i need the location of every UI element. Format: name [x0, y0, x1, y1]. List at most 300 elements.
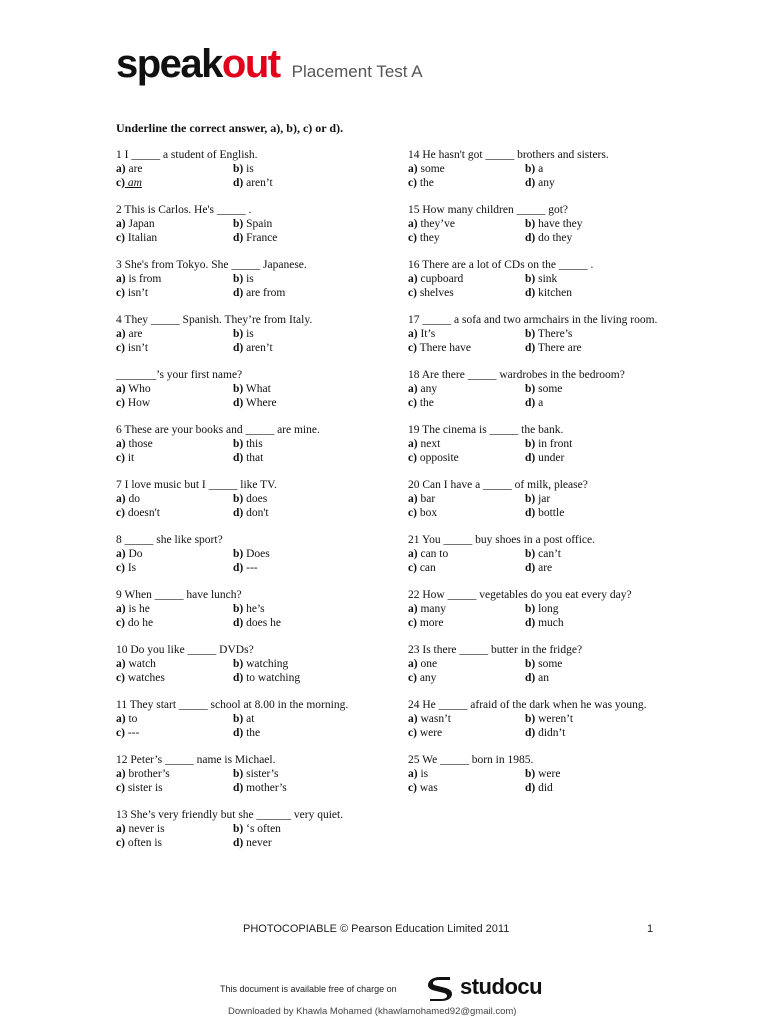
- option-letter: a): [408, 273, 418, 285]
- answer-option[interactable]: [408, 726, 525, 740]
- option-letter: a): [408, 603, 418, 615]
- answer-options: [408, 602, 668, 630]
- question-item: [408, 588, 668, 630]
- option-text: were: [416, 727, 443, 739]
- answer-option[interactable]: [233, 396, 396, 410]
- answer-option[interactable]: [116, 781, 233, 795]
- answer-option[interactable]: [233, 781, 396, 795]
- option-text: were: [535, 768, 561, 780]
- answer-option[interactable]: [408, 327, 525, 341]
- option-text: an: [535, 672, 549, 684]
- answer-option[interactable]: [408, 671, 525, 685]
- option-letter: c): [408, 617, 417, 629]
- answer-option[interactable]: [408, 616, 525, 630]
- answer-option[interactable]: [408, 286, 525, 300]
- option-text: Italian: [124, 232, 158, 244]
- answer-option[interactable]: [233, 231, 396, 245]
- option-letter: d): [233, 672, 244, 684]
- option-text: any: [417, 383, 438, 395]
- answer-option[interactable]: [116, 767, 233, 781]
- option-letter: a): [116, 383, 126, 395]
- answer-option[interactable]: [233, 561, 396, 575]
- option-letter: d): [525, 672, 536, 684]
- copyright-footer: PHOTOCOPIABLE © Pearson Education Limited 2011: [243, 923, 510, 935]
- option-text: ‘s often: [243, 823, 281, 835]
- answer-option[interactable]: [525, 781, 668, 795]
- question-stem: 14 He hasn't got _____ brothers and sisters.: [408, 149, 609, 161]
- answer-option[interactable]: [233, 602, 396, 616]
- option-text: they’ve: [417, 218, 455, 230]
- answer-option[interactable]: [116, 822, 233, 836]
- answer-options: [116, 327, 396, 355]
- option-letter: c): [408, 287, 417, 299]
- answer-option[interactable]: [116, 602, 233, 616]
- option-letter: d): [525, 342, 536, 354]
- option-letter: b): [233, 713, 244, 725]
- answer-option[interactable]: [525, 492, 668, 506]
- question-item: [408, 423, 668, 465]
- option-text: is: [243, 328, 254, 340]
- option-text: does he: [243, 617, 281, 629]
- option-text: jar: [535, 493, 551, 505]
- question-item: [408, 203, 668, 245]
- option-text: some: [417, 163, 445, 175]
- option-text: he’s: [243, 603, 265, 615]
- option-text: many: [417, 603, 447, 615]
- question-stem: 3 She's from Tokyo. She _____ Japanese.: [116, 259, 307, 271]
- answer-option[interactable]: [408, 451, 525, 465]
- answer-options: [116, 272, 396, 300]
- answer-option[interactable]: [116, 217, 233, 231]
- answer-option[interactable]: [116, 506, 233, 520]
- option-letter: a): [408, 493, 418, 505]
- option-text: never: [243, 837, 272, 849]
- answer-option[interactable]: [525, 217, 668, 231]
- question-item: [408, 368, 668, 410]
- answer-option[interactable]: [525, 272, 668, 286]
- question-item: [116, 808, 396, 850]
- answer-option[interactable]: [116, 272, 233, 286]
- option-text: sink: [535, 273, 558, 285]
- option-text: more: [416, 617, 444, 629]
- option-text: Where: [243, 397, 277, 409]
- answer-option[interactable]: [116, 492, 233, 506]
- option-letter: b): [233, 603, 244, 615]
- answer-option[interactable]: [233, 437, 396, 451]
- question-item: [116, 588, 396, 630]
- answer-option[interactable]: [525, 712, 668, 726]
- option-letter: a): [116, 493, 126, 505]
- option-letter: d): [525, 727, 536, 739]
- question-stem: 24 He _____ afraid of the dark when he was young.: [408, 699, 647, 711]
- answer-options: [408, 217, 668, 245]
- option-letter: d): [233, 837, 244, 849]
- answer-option[interactable]: [116, 341, 233, 355]
- option-letter: d): [525, 617, 536, 629]
- answer-option[interactable]: [525, 437, 668, 451]
- answer-option[interactable]: [116, 451, 233, 465]
- option-text: ---: [124, 727, 140, 739]
- answer-option[interactable]: [233, 162, 396, 176]
- option-text: can’t: [535, 548, 561, 560]
- answer-option[interactable]: [525, 657, 668, 671]
- speakout-logo: [116, 42, 423, 87]
- option-text: How: [124, 397, 151, 409]
- answer-options: [408, 162, 668, 190]
- answer-option[interactable]: [233, 506, 396, 520]
- option-letter: a): [116, 823, 126, 835]
- answer-option[interactable]: [525, 616, 668, 630]
- question-stem: 7 I love music but I _____ like TV.: [116, 479, 277, 491]
- option-text: does: [243, 493, 268, 505]
- option-text: the: [416, 397, 434, 409]
- question-stem: 9 When _____ have lunch?: [116, 589, 242, 601]
- question-item: [116, 698, 396, 740]
- option-letter: a): [116, 328, 126, 340]
- answer-options: [408, 492, 668, 520]
- answer-option[interactable]: [233, 492, 396, 506]
- answer-option[interactable]: [233, 836, 396, 850]
- option-letter: d): [233, 452, 244, 464]
- answer-option[interactable]: [408, 162, 525, 176]
- option-text: There are: [535, 342, 582, 354]
- question-stem: 11 They start _____ school at 8.00 in the morning.: [116, 699, 349, 711]
- option-letter: b): [525, 383, 536, 395]
- answer-option[interactable]: [233, 547, 396, 561]
- option-letter: d): [233, 617, 244, 629]
- answer-options: [116, 382, 396, 410]
- studocu-mark-icon: [426, 976, 454, 1002]
- option-text: France: [243, 232, 278, 244]
- answer-option[interactable]: [525, 671, 668, 685]
- option-letter: a): [408, 768, 418, 780]
- answer-option[interactable]: [116, 382, 233, 396]
- answer-option[interactable]: [233, 616, 396, 630]
- answer-option[interactable]: [233, 822, 396, 836]
- option-letter: b): [233, 768, 244, 780]
- option-letter: a): [408, 438, 418, 450]
- question-column-right: [408, 148, 668, 808]
- answer-option[interactable]: [116, 327, 233, 341]
- option-letter: c): [116, 397, 125, 409]
- answer-option[interactable]: [408, 272, 525, 286]
- option-letter: a): [408, 383, 418, 395]
- answer-option[interactable]: [408, 341, 525, 355]
- option-text: aren’t: [243, 342, 273, 354]
- option-letter: b): [233, 383, 244, 395]
- question-stem: 17 _____ a sofa and two armchairs in the living room.: [408, 314, 658, 326]
- option-text: is: [243, 273, 254, 285]
- question-item: [408, 313, 668, 355]
- answer-option[interactable]: [408, 712, 525, 726]
- question-stem: 20 Can I have a _____ of milk, please?: [408, 479, 588, 491]
- answer-option[interactable]: [233, 657, 396, 671]
- question-stem: 10 Do you like _____ DVDs?: [116, 644, 254, 656]
- question-stem: 1 I _____ a student of English.: [116, 149, 258, 161]
- option-text: under: [535, 452, 565, 464]
- answer-options: [408, 767, 668, 795]
- answer-option[interactable]: [116, 286, 233, 300]
- option-letter: c): [408, 562, 417, 574]
- answer-option[interactable]: [233, 176, 396, 190]
- option-text: are: [125, 163, 143, 175]
- answer-option[interactable]: [116, 231, 233, 245]
- option-text: opposite: [416, 452, 459, 464]
- question-item: [116, 148, 396, 190]
- option-text: sister is: [124, 782, 163, 794]
- option-letter: c): [116, 617, 125, 629]
- option-text: brother’s: [125, 768, 170, 780]
- answer-option[interactable]: [408, 176, 525, 190]
- option-text: do they: [535, 232, 573, 244]
- answer-options: [116, 767, 396, 795]
- option-letter: b): [525, 603, 536, 615]
- option-letter: d): [525, 562, 536, 574]
- question-stem: 22 How _____ vegetables do you eat every day?: [408, 589, 632, 601]
- option-text: is from: [125, 273, 162, 285]
- answer-option[interactable]: [116, 657, 233, 671]
- option-text: in front: [535, 438, 573, 450]
- option-text: aren’t: [243, 177, 273, 189]
- answer-options: [116, 492, 396, 520]
- answer-options: [116, 602, 396, 630]
- answer-options: [408, 712, 668, 740]
- option-text: watching: [243, 658, 289, 670]
- answer-option[interactable]: [408, 506, 525, 520]
- option-text: What: [243, 383, 271, 395]
- option-letter: b): [525, 438, 536, 450]
- option-text: a: [535, 397, 544, 409]
- option-letter: a): [116, 273, 126, 285]
- answer-option[interactable]: [525, 396, 668, 410]
- answer-option[interactable]: [408, 602, 525, 616]
- answer-option[interactable]: [116, 712, 233, 726]
- answer-options: [408, 437, 668, 465]
- option-letter: b): [233, 493, 244, 505]
- question-stem: 25 We _____ born in 1985.: [408, 754, 534, 766]
- option-letter: b): [525, 273, 536, 285]
- answer-options: [408, 327, 668, 355]
- answer-option[interactable]: [525, 341, 668, 355]
- answer-option[interactable]: [408, 231, 525, 245]
- question-item: [408, 698, 668, 740]
- answer-option[interactable]: [233, 327, 396, 341]
- option-text: There’s: [535, 328, 573, 340]
- answer-option[interactable]: [408, 217, 525, 231]
- option-text: mother’s: [243, 782, 287, 794]
- question-item: [116, 203, 396, 245]
- question-item: [408, 148, 668, 190]
- answer-option[interactable]: [233, 767, 396, 781]
- option-letter: c): [116, 342, 125, 354]
- question-stem: 12 Peter’s _____ name is Michael.: [116, 754, 276, 766]
- studocu-banner: [208, 968, 568, 1008]
- answer-option[interactable]: [408, 657, 525, 671]
- option-letter: c): [408, 672, 417, 684]
- option-letter: d): [233, 287, 244, 299]
- option-letter: c): [116, 672, 125, 684]
- answer-options: [116, 822, 396, 850]
- option-letter: b): [525, 493, 536, 505]
- answer-option[interactable]: [408, 781, 525, 795]
- answer-option[interactable]: [525, 726, 668, 740]
- option-letter: d): [233, 232, 244, 244]
- answer-option[interactable]: [525, 286, 668, 300]
- instructions: Underline the correct answer, a), b), c) or d).: [116, 121, 344, 135]
- answer-options: [116, 657, 396, 685]
- option-letter: c): [408, 177, 417, 189]
- answer-option[interactable]: [116, 616, 233, 630]
- answer-option[interactable]: [116, 561, 233, 575]
- option-letter: c): [116, 782, 125, 794]
- option-text: have they: [535, 218, 583, 230]
- option-text: at: [243, 713, 255, 725]
- option-text: do he: [124, 617, 154, 629]
- studocu-wordmark: studocu: [460, 974, 543, 999]
- answer-option[interactable]: [525, 382, 668, 396]
- option-letter: c): [408, 727, 417, 739]
- answer-option[interactable]: [408, 561, 525, 575]
- answer-option[interactable]: [408, 382, 525, 396]
- question-stem: 2 This is Carlos. He's _____ .: [116, 204, 252, 216]
- answer-options: [408, 272, 668, 300]
- option-letter: b): [233, 548, 244, 560]
- option-text: didn’t: [535, 727, 566, 739]
- option-text: is: [417, 768, 429, 780]
- question-item: [116, 423, 396, 465]
- option-letter: b): [233, 438, 244, 450]
- answer-option[interactable]: [116, 396, 233, 410]
- answer-option[interactable]: [233, 451, 396, 465]
- question-stem: 6 These are your books and _____ are mine.: [116, 424, 320, 436]
- option-letter: c): [116, 837, 125, 849]
- option-text: they: [416, 232, 440, 244]
- answer-option[interactable]: [116, 162, 233, 176]
- option-letter: d): [233, 562, 244, 574]
- option-text: kitchen: [535, 287, 572, 299]
- question-item: [116, 478, 396, 520]
- answer-option[interactable]: [525, 176, 668, 190]
- option-text: Spain: [243, 218, 273, 230]
- option-letter: a): [408, 328, 418, 340]
- option-text: much: [535, 617, 564, 629]
- answer-option[interactable]: [233, 712, 396, 726]
- answer-option[interactable]: [525, 327, 668, 341]
- document-subtitle: Placement Test A: [291, 62, 423, 81]
- answer-option[interactable]: [233, 671, 396, 685]
- answer-option[interactable]: [116, 547, 233, 561]
- answer-option[interactable]: [408, 492, 525, 506]
- option-text: Japan: [125, 218, 155, 230]
- option-letter: c): [116, 287, 125, 299]
- option-letter: a): [408, 218, 418, 230]
- question-column-left: [116, 148, 396, 863]
- option-text: shelves: [416, 287, 454, 299]
- option-text: those: [125, 438, 153, 450]
- logo-brand-out: out: [221, 42, 280, 86]
- answer-option[interactable]: [408, 396, 525, 410]
- option-letter: b): [525, 328, 536, 340]
- option-text: weren’t: [535, 713, 574, 725]
- option-text: are from: [243, 287, 286, 299]
- answer-options: [116, 547, 396, 575]
- answer-option[interactable]: [233, 272, 396, 286]
- option-text: often is: [124, 837, 162, 849]
- answer-option[interactable]: [233, 286, 396, 300]
- option-letter: c): [408, 452, 417, 464]
- answer-option[interactable]: [525, 451, 668, 465]
- answer-option[interactable]: [408, 767, 525, 781]
- answer-option[interactable]: [233, 341, 396, 355]
- option-letter: b): [233, 823, 244, 835]
- option-letter: d): [525, 232, 536, 244]
- option-text: There have: [416, 342, 472, 354]
- answer-option[interactable]: [408, 547, 525, 561]
- answer-option[interactable]: [408, 437, 525, 451]
- answer-option[interactable]: [116, 437, 233, 451]
- question-stem: 15 How many children _____ got?: [408, 204, 569, 216]
- question-item: [116, 258, 396, 300]
- option-letter: a): [116, 768, 126, 780]
- question-item: [408, 643, 668, 685]
- option-text: some: [535, 658, 563, 670]
- option-text: any: [416, 672, 437, 684]
- answer-option[interactable]: [116, 836, 233, 850]
- answer-options: [116, 217, 396, 245]
- answer-option[interactable]: [233, 217, 396, 231]
- option-letter: a): [116, 713, 126, 725]
- answer-option[interactable]: [525, 506, 668, 520]
- answer-option[interactable]: [525, 767, 668, 781]
- answer-option[interactable]: [116, 671, 233, 685]
- option-letter: b): [525, 163, 536, 175]
- option-letter: d): [525, 177, 536, 189]
- answer-option[interactable]: [525, 162, 668, 176]
- option-letter: a): [116, 658, 126, 670]
- answer-option[interactable]: [525, 547, 668, 561]
- option-text: to watching: [243, 672, 301, 684]
- option-text: am: [124, 177, 142, 189]
- option-text: watches: [124, 672, 165, 684]
- option-letter: a): [116, 438, 126, 450]
- option-letter: d): [233, 342, 244, 354]
- answer-option[interactable]: [116, 726, 233, 740]
- page-number: 1: [647, 923, 654, 935]
- answer-option[interactable]: [525, 231, 668, 245]
- option-letter: c): [116, 177, 125, 189]
- answer-option[interactable]: [525, 561, 668, 575]
- question-item: [116, 313, 396, 355]
- option-letter: a): [116, 163, 126, 175]
- answer-option[interactable]: [525, 602, 668, 616]
- answer-option[interactable]: [233, 382, 396, 396]
- option-text: can: [416, 562, 436, 574]
- option-letter: d): [233, 727, 244, 739]
- answer-option[interactable]: [116, 176, 233, 190]
- question-stem: 13 She’s very friendly but she ______ very quiet.: [116, 809, 344, 821]
- option-text: isn’t: [124, 287, 149, 299]
- option-letter: c): [116, 562, 125, 574]
- option-letter: d): [525, 287, 536, 299]
- option-letter: a): [408, 658, 418, 670]
- option-text: Is: [124, 562, 137, 574]
- option-text: the: [243, 727, 261, 739]
- answer-options: [116, 437, 396, 465]
- availability-text: This document is available free of charge on: [220, 984, 397, 994]
- answer-options: [408, 382, 668, 410]
- option-text: are: [535, 562, 553, 574]
- answer-option[interactable]: [233, 726, 396, 740]
